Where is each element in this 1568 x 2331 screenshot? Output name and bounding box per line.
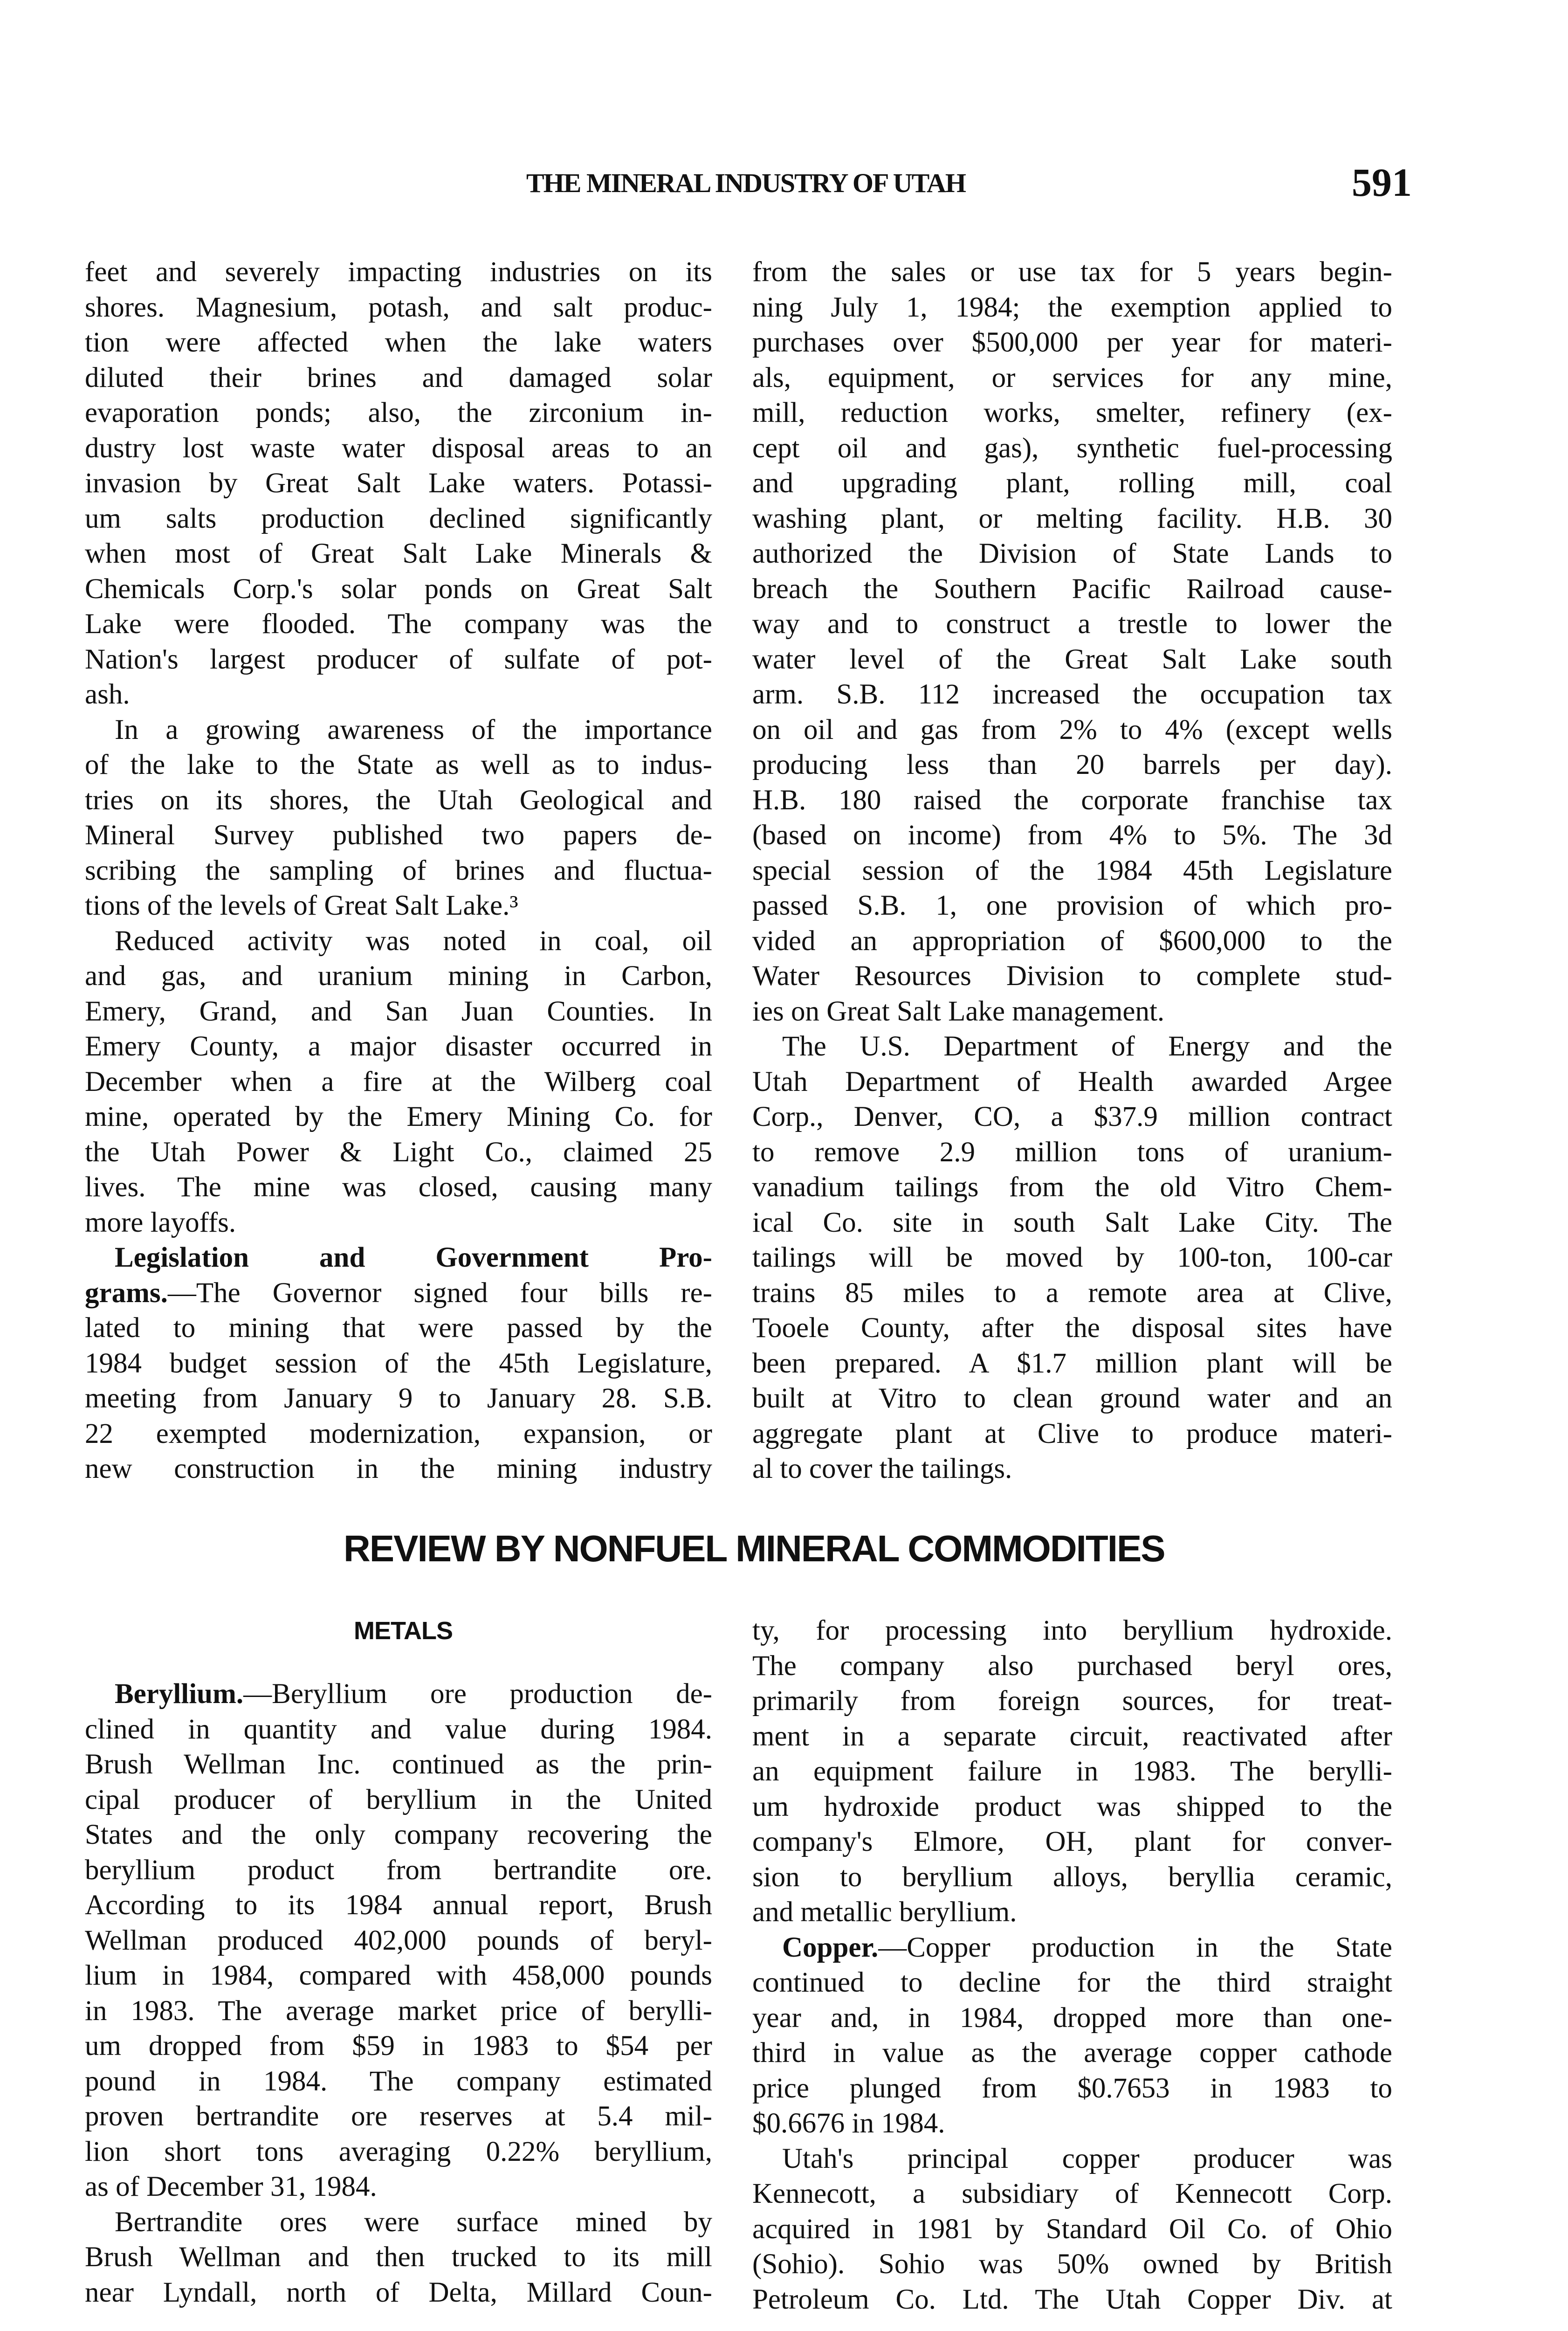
text-line [85,466,712,501]
text-line [752,642,1392,677]
line-text: Petroleum Co. Ltd. The Utah Copper Div. at [752,2283,1392,2315]
line-text: clined in quantity and value during 1984. [85,1713,712,1745]
line-text: Emery, Grand, and San Juan Counties. In [85,995,712,1027]
text-line [752,1754,1392,1789]
text-line [85,2028,712,2064]
line-text: arm. S.B. 112 increased the occupation tax [752,679,1392,710]
line-text: um dropped from $59 in 1983 to $54 per [85,2030,712,2062]
line-text: tailings will be moved by 100-ton, 100-car [752,1242,1392,1273]
text-line [85,2240,712,2275]
text-line [752,1719,1392,1754]
text-line [85,1205,712,1241]
line-text: diluted their brines and damaged solar [85,362,712,393]
text-line [752,1648,1392,1684]
line-text: Brush Wellman and then trucked to its mill [85,2241,712,2273]
column-top-left [85,255,712,1487]
line-text: pound in 1984. The company estimated [85,2065,712,2097]
text-line [85,712,712,748]
text-line [752,431,1392,466]
line-text: als, equipment, or services for any mine, [752,362,1392,393]
line-text: al to cover the tailings. [752,1453,1012,1484]
line-text: 22 exempted modernization, expansion, or [85,1418,712,1449]
text-line [752,1099,1392,1135]
line-text: and upgrading plant, rolling mill, coal [752,468,1392,499]
text-line [752,1381,1392,1416]
line-text: $0.6676 in 1984. [752,2108,945,2139]
line-text: price plunged from $0.7653 in 1983 to [752,2072,1392,2104]
run-in-heading: Copper. [782,1931,879,1963]
text-line [85,677,712,712]
text-line [85,1853,712,1888]
text-line [85,1381,712,1416]
text-line [85,747,712,783]
text-line [752,536,1392,572]
line-text: from the sales or use tax for 5 years begin- [752,256,1392,288]
page-number: 591 [1352,160,1412,205]
line-text: Mineral Survey published two papers de- [85,820,712,851]
line-text: as of December 31, 1984. [85,2171,377,2202]
text-line [85,572,712,607]
text-line [85,536,712,572]
text-line [752,1895,1392,1930]
line-text: new construction in the mining industry [85,1453,712,1484]
text-line [752,2071,1392,2106]
paragraph [85,255,712,712]
line-text: on oil and gas from 2% to 4% (except wells [752,714,1392,745]
line-text: trains 85 miles to a remote area at Clive, [752,1277,1392,1309]
line-text: um salts production declined significantly [85,503,712,534]
line-text: when most of Great Salt Lake Minerals & [85,538,712,569]
text-line [85,1782,712,1818]
line-text: breach the Southern Pacific Railroad cause- [752,573,1392,605]
line-text: H.B. 180 raised the corporate franchise tax [752,784,1392,816]
line-text: —Beryllium ore production de- [243,1678,712,1710]
line-text: (based on income) from 4% to 5%. The 3d [752,820,1392,851]
line-text: continued to decline for the third straight [752,1967,1392,1998]
line-text: —The Governor signed four bills re- [167,1277,712,1309]
line-text: lion short tons averaging 0.22% beryllium, [85,2136,712,2167]
run-in-heading: grams. [85,1277,168,1309]
text-line [85,924,712,959]
section-heading: REVIEW BY NONFUEL MINERAL COMMODITIES [344,1528,1165,1569]
line-text: In a growing awareness of the importance [115,714,712,745]
line-text: mine, operated by the Emery Mining Co. for [85,1101,712,1132]
text-line [752,2106,1392,2141]
text-line [85,607,712,642]
line-text: Wellman produced 402,000 pounds of beryl- [85,1924,712,1956]
text-line [85,395,712,431]
line-text: mill, reduction works, smelter, refinery (ex- [752,397,1392,428]
text-line [752,395,1392,431]
line-text: ment in a separate circuit, reactivated after [752,1720,1392,1752]
text-line [85,501,712,537]
text-line [752,818,1392,853]
line-text: of the lake to the State as well as to indus- [85,749,712,780]
running-head-title: THE MINERAL INDUSTRY OF UTAH [526,168,966,198]
line-text: evaporation ponds; also, the zirconium in- [85,397,712,428]
run-in-heading: Beryllium. [115,1678,244,1710]
text-line [85,2134,712,2170]
line-text: Corp., Denver, CO, a $37.9 million contract [752,1101,1392,1132]
line-text: invasion by Great Salt Lake waters. Potassi- [85,468,712,499]
text-line [752,607,1392,642]
text-line [752,1416,1392,1452]
line-text: an equipment failure in 1983. The berylli- [752,1756,1392,1787]
text-line [752,677,1392,712]
line-text: and gas, and uranium mining in Carbon, [85,960,712,992]
line-text: more layoffs. [85,1207,236,1238]
line-text: authorized the Division of State Lands to [752,538,1392,569]
text-line [85,1958,712,1993]
text-line [85,325,712,360]
text-line [85,2064,712,2099]
line-text: acquired in 1981 by Standard Oil Co. of Ohio [752,2213,1392,2245]
line-text: tries on its shores, the Utah Geological and [85,784,712,816]
line-text: ning July 1, 1984; the exemption applied to [752,291,1392,323]
text-line [85,1993,712,2029]
text-line [85,1064,712,1100]
line-text: um hydroxide product was shipped to the [752,1791,1392,1822]
line-text: aggregate plant at Clive to produce materi- [752,1418,1392,1449]
line-text: built at Vitro to clean ground water and an [752,1383,1392,1414]
line-text: ies on Great Salt Lake management. [752,995,1165,1027]
text-line [752,1135,1392,1170]
line-text: Utah's principal copper producer was [782,2143,1392,2174]
text-line [85,1747,712,1782]
text-line [85,642,712,677]
line-text: feet and severely impacting industries on its [85,256,712,288]
line-text: cipal producer of beryllium in the United [85,1784,712,1815]
text-line [752,255,1392,290]
line-text: Lake were flooded. The company was the [85,608,712,640]
line-text: passed S.B. 1, one provision of which pro- [752,890,1392,921]
line-text: washing plant, or melting facility. H.B. 30 [752,503,1392,534]
text-line [85,1135,712,1170]
line-text: lated to mining that were passed by the [85,1312,712,1344]
text-line [85,783,712,818]
text-line [752,325,1392,360]
text-line [85,431,712,466]
line-text: vanadium tailings from the old Vitro Chem- [752,1172,1392,1203]
line-text: Brush Wellman Inc. continued as the prin- [85,1749,712,1780]
subsection-heading-metals: METALS [354,1617,453,1645]
line-text: beryllium product from bertrandite ore. [85,1854,712,1886]
paragraph [752,1029,1392,1487]
line-text: ty, for processing into beryllium hydroxide. [752,1615,1392,1646]
text-line [752,1064,1392,1100]
text-line [752,924,1392,959]
text-line [85,1346,712,1381]
line-text: special session of the 1984 45th Legislature [752,855,1392,886]
line-text: December when a fire at the Wilberg coal [85,1066,712,1097]
line-text: —Copper production in the State [878,1931,1392,1963]
text-line [752,1789,1392,1825]
line-text: third in value as the average copper cathode [752,2037,1392,2069]
text-line [752,1451,1392,1487]
column-bottom-left [85,1676,712,2310]
line-text: shores. Magnesium, potash, and salt produc- [85,291,712,323]
line-text: 1984 budget session of the 45th Legislature, [85,1347,712,1379]
line-text: purchases over $500,000 per year for materi- [752,327,1392,358]
line-text: States and the only company recovering the [85,1819,712,1850]
text-line [752,1965,1392,2000]
line-text: and metallic beryllium. [752,1897,1017,1928]
text-line [85,290,712,325]
line-text: to remove 2.9 million tons of uranium- [752,1136,1392,1168]
text-line [752,1824,1392,1860]
line-text: year and, in 1984, dropped more than one- [752,2002,1392,2034]
text-line [85,818,712,853]
text-line [752,2141,1392,2177]
paragraph [85,712,712,924]
line-text: scribing the sampling of brines and fluctua- [85,855,712,886]
line-text: Reduced activity was noted in coal, oil [115,925,712,957]
line-text: proven bertrandite ore reserves at 5.4 mil- [85,2101,712,2132]
line-text: Utah Department of Health awarded Argee [752,1066,1392,1097]
text-line [752,712,1392,748]
line-text: way and to construct a trestle to lower the [752,608,1392,640]
text-line [752,2212,1392,2247]
line-text: producing less than 20 barrels per day). [752,749,1392,780]
line-text: company's Elmore, OH, plant for conver- [752,1826,1392,1857]
text-line [85,2099,712,2134]
text-line [752,994,1392,1029]
line-text: sion to beryllium alloys, beryllia ceramic, [752,1861,1392,1893]
text-line [85,1240,712,1276]
paragraph [752,1930,1392,2141]
column-top-right [752,255,1392,1487]
text-line [752,501,1392,537]
text-line [85,2169,712,2205]
line-text: been prepared. A $1.7 million plant will be [752,1347,1392,1379]
line-text: ash. [85,679,130,710]
paragraph [85,2205,712,2310]
text-line [752,360,1392,396]
line-text: The company also purchased beryl ores, [752,1650,1392,1682]
line-text: ical Co. site in south Salt Lake City. The [752,1207,1392,1238]
text-line [85,1451,712,1487]
text-line [752,1860,1392,1895]
line-text: meeting from January 9 to January 28. S.B. [85,1383,712,1414]
line-text: Tooele County, after the disposal sites have [752,1312,1392,1344]
line-text: lives. The mine was closed, causing many [85,1172,712,1203]
text-line [752,2176,1392,2212]
text-line [752,2282,1392,2317]
line-text: Chemicals Corp.'s solar ponds on Great Salt [85,573,712,605]
line-text: in 1983. The average market price of berylli- [85,1995,712,2027]
text-line [752,1346,1392,1381]
text-line [752,2000,1392,2036]
text-line [85,1817,712,1853]
text-line [85,888,712,924]
text-line [752,1276,1392,1311]
line-text: Kennecott, a subsidiary of Kennecott Corp. [752,2178,1392,2209]
text-line [752,1683,1392,1719]
line-text: dustry lost waste water disposal areas to an [85,432,712,464]
paragraph [85,924,712,1241]
line-text: (Sohio). Sohio was 50% owned by British [752,2248,1392,2280]
paragraph [752,2141,1392,2317]
text-line [752,783,1392,818]
text-line [85,1170,712,1205]
line-text: Water Resources Division to complete stud- [752,960,1392,992]
line-text: lium in 1984, compared with 458,000 pounds [85,1960,712,1991]
line-text: According to its 1984 annual report, Brush [85,1890,712,1921]
text-line [752,572,1392,607]
text-line [752,1170,1392,1205]
text-line [85,1276,712,1311]
text-line [752,466,1392,501]
line-text: The U.S. Department of Energy and the [782,1031,1392,1062]
text-line [752,2247,1392,2282]
line-text: primarily from foreign sources, for treat- [752,1685,1392,1717]
line-text: Bertrandite ores were surface mined by [115,2206,712,2238]
column-bottom-right [752,1613,1392,2317]
run-in-heading: Legislation and Government Pro- [115,1242,712,1273]
text-line [752,1310,1392,1346]
text-line [85,2275,712,2310]
line-text: tion were affected when the lake waters [85,327,712,358]
text-line [752,1613,1392,1648]
line-text: Emery County, a major disaster occurred in [85,1031,712,1062]
text-line [752,290,1392,325]
text-line [85,1310,712,1346]
text-line [85,1676,712,1712]
paragraph [85,1676,712,2205]
line-text: tions of the levels of Great Salt Lake.³ [85,890,518,921]
paragraph [85,1240,712,1487]
text-line [85,994,712,1029]
line-text: water level of the Great Salt Lake south [752,643,1392,675]
text-line [85,1923,712,1959]
text-line [85,1029,712,1064]
text-line [85,959,712,994]
line-text: vided an appropriation of $600,000 to the [752,925,1392,957]
paragraph [752,1613,1392,1930]
text-line [752,1240,1392,1276]
text-line [752,888,1392,924]
text-line [85,360,712,396]
line-text: Nation's largest producer of sulfate of pot- [85,643,712,675]
text-line [85,1888,712,1923]
line-text: cept oil and gas), synthetic fuel-processing [752,432,1392,464]
paragraph [752,255,1392,1029]
text-line [752,1205,1392,1241]
text-line [752,2035,1392,2071]
text-line [85,1416,712,1452]
text-line [752,1029,1392,1064]
text-line [752,853,1392,889]
text-line [85,1099,712,1135]
text-line [752,1930,1392,1965]
text-line [85,255,712,290]
text-line [752,959,1392,994]
text-line [85,1712,712,1747]
text-line [85,2205,712,2240]
text-line [752,747,1392,783]
line-text: near Lyndall, north of Delta, Millard Coun- [85,2276,712,2308]
line-text: the Utah Power & Light Co., claimed 25 [85,1136,712,1168]
text-line [85,853,712,889]
